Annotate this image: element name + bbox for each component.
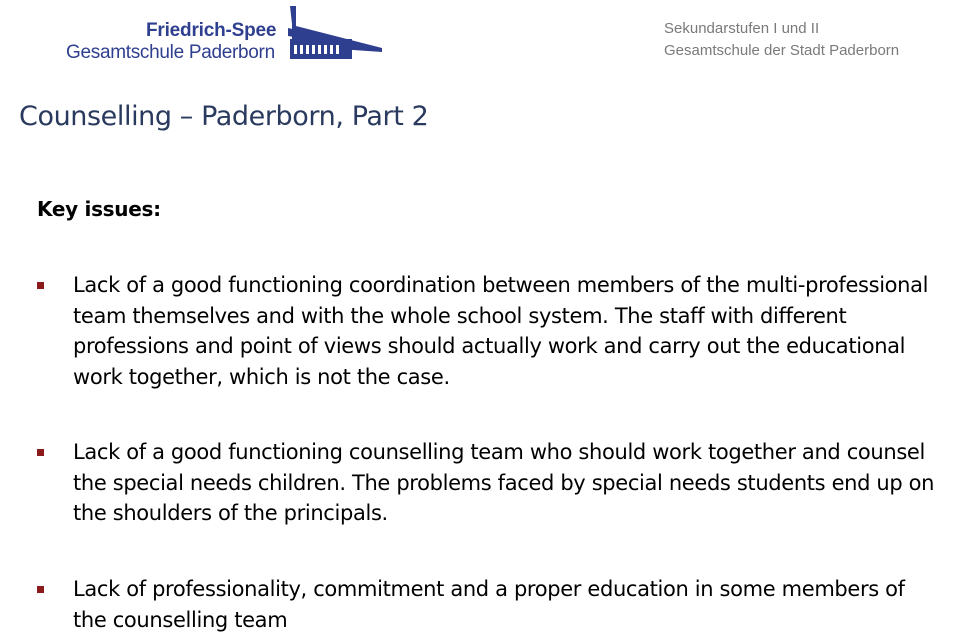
issue-text: Lack of a good functioning coordination between members of the multi-professional team themselves and with the whole school system. The staff with different professions and point of views should actually work and carry out the educational work together, which is not the case. (73, 273, 929, 389)
school-info (664, 18, 899, 62)
logo-text-line1: Friedrich-Spee (146, 20, 277, 41)
square-bullet-icon (37, 449, 44, 456)
section-heading: Key issues: (37, 197, 161, 221)
square-bullet-icon (37, 586, 44, 593)
school-info-line2: Gesamtschule der Stadt Paderborn (664, 42, 900, 59)
logo-text-line2: Gesamtschule Paderborn (66, 42, 275, 63)
school-logo (66, 6, 396, 68)
school-info-line1: Sekundarstufen I und II (664, 20, 820, 37)
page-title: Counselling – Paderborn, Part 2 (19, 101, 429, 132)
issue-text: Lack of a good functioning counselling team who should work together and counsel the special needs children. The problems faced by special needs students end up on the shoulders of the principals. (73, 440, 935, 525)
issue-text: Lack of professionality, commitment and a proper education in some members of the counselling team (73, 577, 905, 632)
square-bullet-icon (37, 282, 44, 289)
school-building-icon (282, 6, 386, 62)
